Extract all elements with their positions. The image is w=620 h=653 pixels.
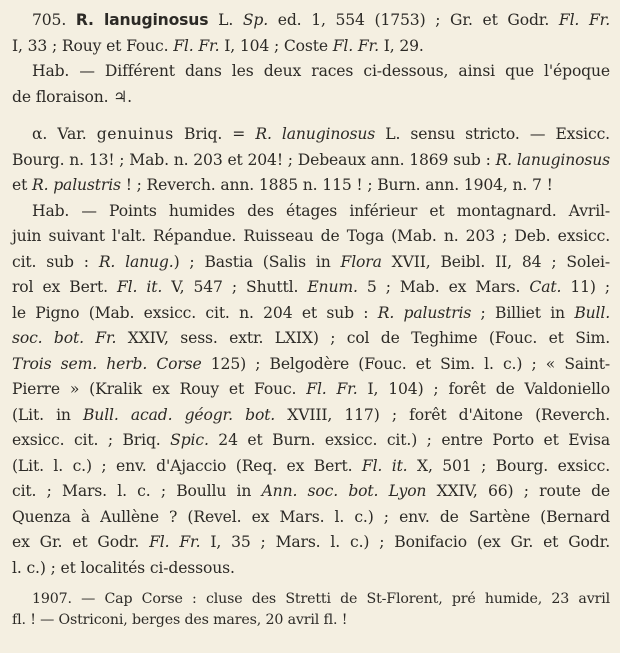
habitat-line-1: Hab. — Points humides des étages inférieur et montagnard. Avril- — [32, 201, 610, 220]
habitat-line-11: (Lit. l. c.) ; env. d'Ajaccio (Req. ex Bert. Fl. it. X, 501 ; Bourg. exsicc. — [12, 456, 611, 475]
variety-line-3: et R. palustris ! ; Reverch. ann. 1885 n. 115 ! ; Burn. ann. 1904, n. 7 ! — [12, 176, 553, 194]
habitat-line-15: l. c.) ; et localités ci-dessous. — [12, 558, 235, 577]
note-line-1: 1907. — Cap Corse : cluse des Stretti de St-Florent, pré humide, 23 avril — [32, 591, 610, 607]
habitat-line-4: rol ex Bert. Fl. it. V, 547 ; Shuttl. Enum. 5 ; Mab. ex Mars. Cat. 11) ; — [12, 278, 611, 296]
habitat-line-8: Pierre » (Kralik ex Rouy et Fouc. Fl. Fr. I, 104) ; forêt de Valdoniello — [12, 380, 611, 398]
entry-number: 705. — [32, 11, 67, 29]
text-page — [12, 8, 610, 631]
hab-intro-line-2: de floraison. ♃. — [12, 87, 132, 106]
habitat-line-7: Trois sem. herb. Corse 125) ; Belgodère (Fouc. et Sim. l. c.) ; « Saint- — [12, 354, 610, 373]
habitat-line-9: (Lit. in Bull. acad. géogr. bot. XVIII, 117) ; forêt d'Aitone (Reverch. — [12, 405, 610, 424]
habitat-line-14: ex Gr. et Godr. Fl. Fr. I, 35 ; Mars. l. c.) ; Bonifacio (ex Gr. et Godr. — [12, 533, 610, 551]
habitat-line-3: cit. sub : R. lanug.) ; Bastia (Salis in Flora XVII, Beibl. II, 84 ; Solei- — [12, 252, 611, 271]
hab-intro-line-1: Hab. — Différent dans les deux races ci-dessous, ainsi que l'époque — [32, 62, 610, 80]
variety-name: genuinus — [96, 125, 174, 143]
habitat-line-2: juin suivant l'alt. Répandue. Ruisseau de Toga (Mab. n. 203 ; Deb. exsicc. — [12, 227, 610, 245]
habitat-line-10: exsicc. cit. ; Briq. Spic. 24 et Burn. exsicc. cit.) ; entre Porto et Evisa — [12, 431, 611, 449]
note-line-2: fl. ! — Ostriconi, berges des mares, 20 avril fl. ! — [12, 612, 348, 628]
habitat-line-6: soc. bot. Fr. XXIV, sess. extr. LXIX) ; col de Teghime (Fouc. et Sim. — [12, 329, 611, 347]
variety-line-2: Bourg. n. 13! ; Mab. n. 203 et 204! ; Debeaux ann. 1869 sub : R. lanuginosus — [12, 150, 611, 169]
variety-line-1: α. Var. genuinus Briq. = R. lanuginosus L. sensu stricto. — Exsicc. — [32, 125, 610, 143]
collection-note — [12, 589, 610, 631]
habitat-line-12: cit. ; Mars. l. c. ; Boullu in Ann. soc. bot. Lyon XXIV, 66) ; route de — [12, 482, 610, 500]
species-entry-line-1: 705. R. lanuginosus L. Sp. ed. 1, 554 (1753) ; Gr. et Godr. Fl. Fr. — [32, 11, 611, 29]
habitat-line-13: Quenza à Aullène ? (Revel. ex Mars. l. c.) ; env. de Sartène (Bernard — [12, 507, 610, 526]
species-entry-line-2: I, 33 ; Rouy et Fouc. Fl. Fr. I, 104 ; Coste Fl. Fr. I, 29. — [12, 36, 424, 55]
habitat-line-5: le Pigno (Mab. exsicc. cit. n. 204 et sub : R. palustris ; Billiet in Bull. — [12, 303, 610, 322]
species-name: R. lanuginosus — [75, 11, 209, 29]
